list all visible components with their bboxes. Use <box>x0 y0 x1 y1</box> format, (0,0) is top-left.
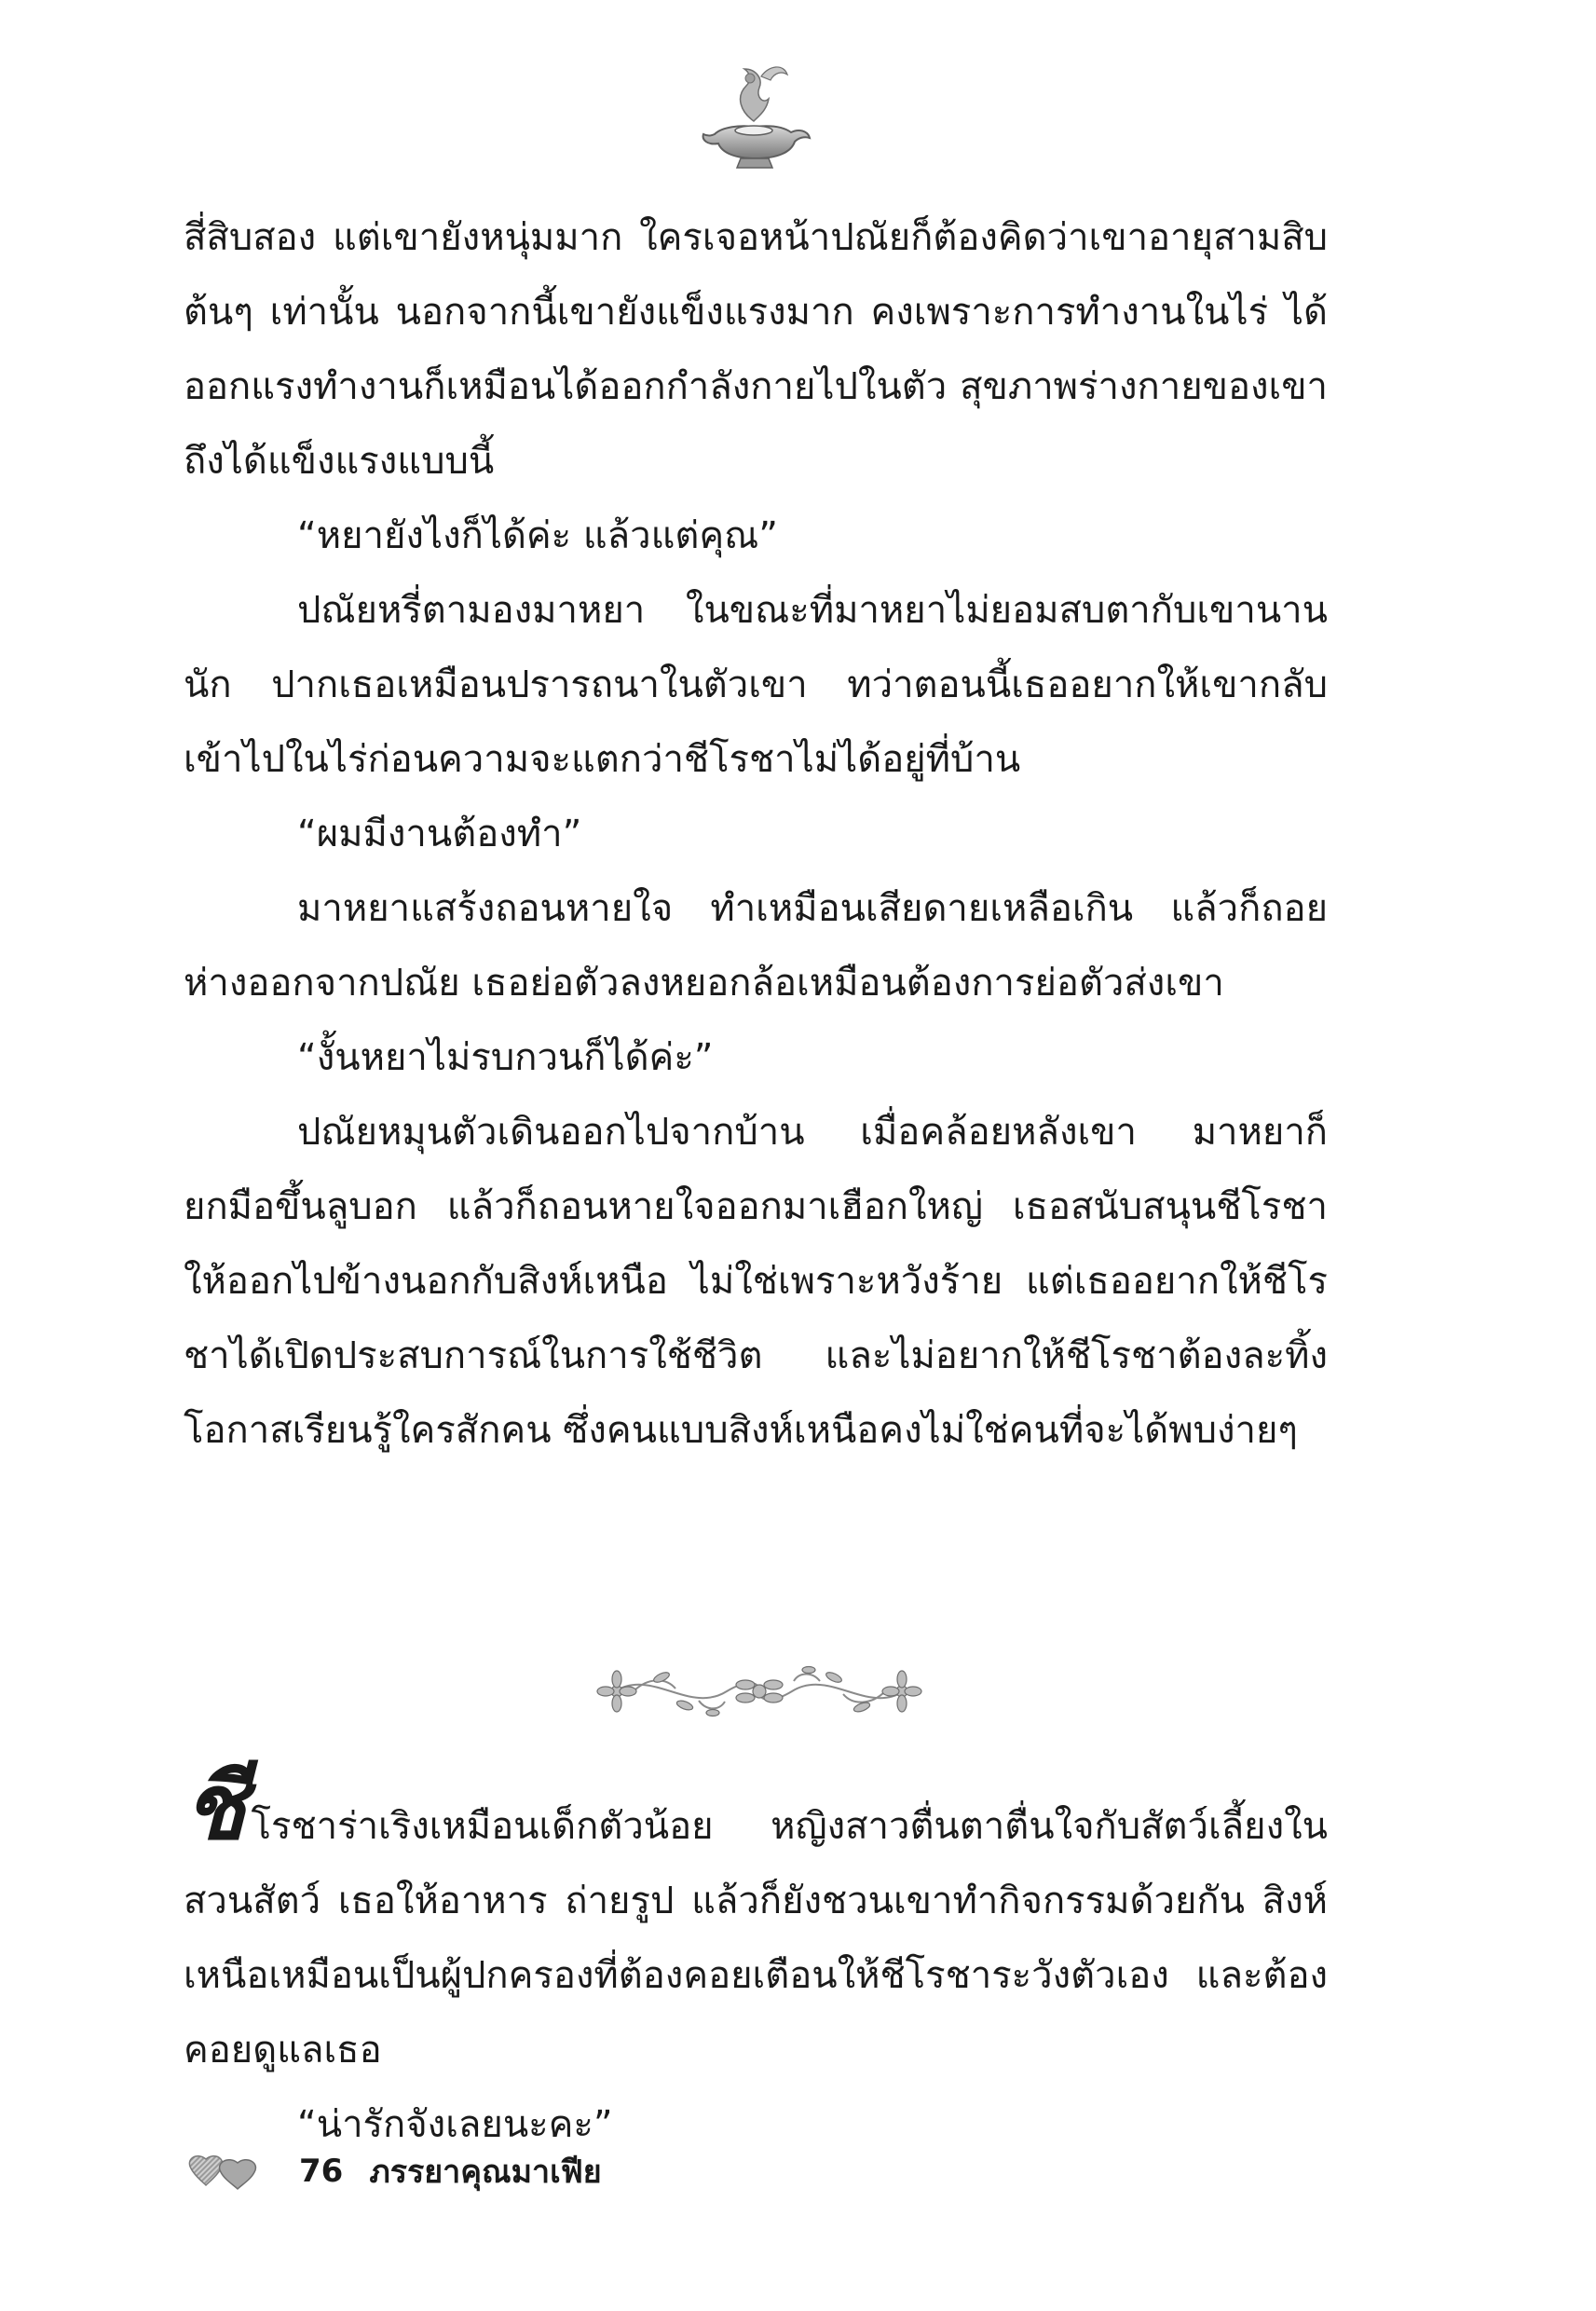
page-footer <box>184 2143 602 2199</box>
book-title: ภรรยาคุณมาเฟีย <box>369 2154 602 2191</box>
paragraph: มาหยาแสร้งถอนหายใจ ทำเหมือนเสียดายเหลือเกิน แล้วก็ถอยห่างออกจากปณัย เธอย่อตัวลงหยอกล้อเหมือนต้องการย่อตัวส่งเขา <box>184 887 1328 1005</box>
body-text-section-one <box>184 200 1328 1468</box>
page-number: 76 <box>299 2153 344 2190</box>
paragraph: สี่สิบสอง แต่เขายังหนุ่มมาก ใครเจอหน้าปณัยก็ต้องคิดว่าเขาอายุสามสิบต้นๆ เท่านั้น นอกจากนี้เขายังแข็งแรงมาก คงเพราะการทำงานในไร่ ได้ออกแรงทำงานก็เหมือนได้ออกกำลังกายไปในตัว สุขภาพร่างกายของเขาถึงได้แข็งแรงแบบนี้ <box>184 216 1328 483</box>
body-text-section-two <box>184 1754 1328 2162</box>
dialogue-paragraph: “น่ารักจังเลยนะคะ” <box>297 2103 613 2146</box>
genie-lamp-icon <box>694 56 815 177</box>
paragraph: ปณัยหรี่ตามองมาหยา ในขณะที่มาหยาไม่ยอมสบตากับเขานานนัก ปากเธอเหมือนปรารถนาในตัวเขา ทว่าตอนนี้เธออยากให้เขากลับเข้าไปในไร่ก่อนความจะแตกว่าชีโรชาไม่ได้อยู่ที่บ้าน <box>184 589 1328 781</box>
double-heart-icon <box>184 2148 267 2195</box>
paragraph: ปณัยหมุนตัวเดินออกไปจากบ้าน เมื่อคล้อยหลังเขา มาหยาก็ยกมือขึ้นลูบอก แล้วก็ถอนหายใจออกมาเฮือกใหญ่ เธอสนับสนุนชีโรชาให้ออกไปข้างนอกกับสิงห์เหนือ ไม่ใช่เพราะหวังร้าย แต่เธออยากให้ชีโรชาได้เปิดประสบการณ์ในการใช้ชีวิต และไม่อยากให้ชีโรชาต้องละทิ้งโอกาสเรียนรู้ใครสักคน ซึ่งคนแบบสิงห์เหนือคงไม่ใช่คนที่จะได้พบง่ายๆ <box>184 1111 1328 1452</box>
dialogue-paragraph: “งั้นหยาไม่รบกวนก็ได้ค่ะ” <box>297 1036 714 1079</box>
drop-cap: ชี <box>184 1754 246 1861</box>
dialogue-paragraph: “หยายังไงก็ได้ค่ะ แล้วแต่คุณ” <box>297 514 778 557</box>
floral-vine-divider-icon <box>596 1649 922 1733</box>
dialogue-paragraph: “ผมมีงานต้องทำ” <box>297 813 582 855</box>
chapter-opening-paragraph <box>184 1754 1328 2087</box>
paragraph-text: โรชาร่าเริงเหมือนเด็กตัวน้อย หญิงสาวตื่นตาตื่นใจกับสัตว์เลี้ยงในสวนสัตว์ เธอให้อาหาร ถ่ายรูป แล้วก็ยังชวนเขาทำกิจกรรมด้วยกัน สิงห์เหนือเหมือนเป็นผู้ปกครองที่ต้องคอยเตือนให้ชีโรชาระวังตัวเอง และต้องคอยดูแลเธอ <box>184 1805 1328 2072</box>
